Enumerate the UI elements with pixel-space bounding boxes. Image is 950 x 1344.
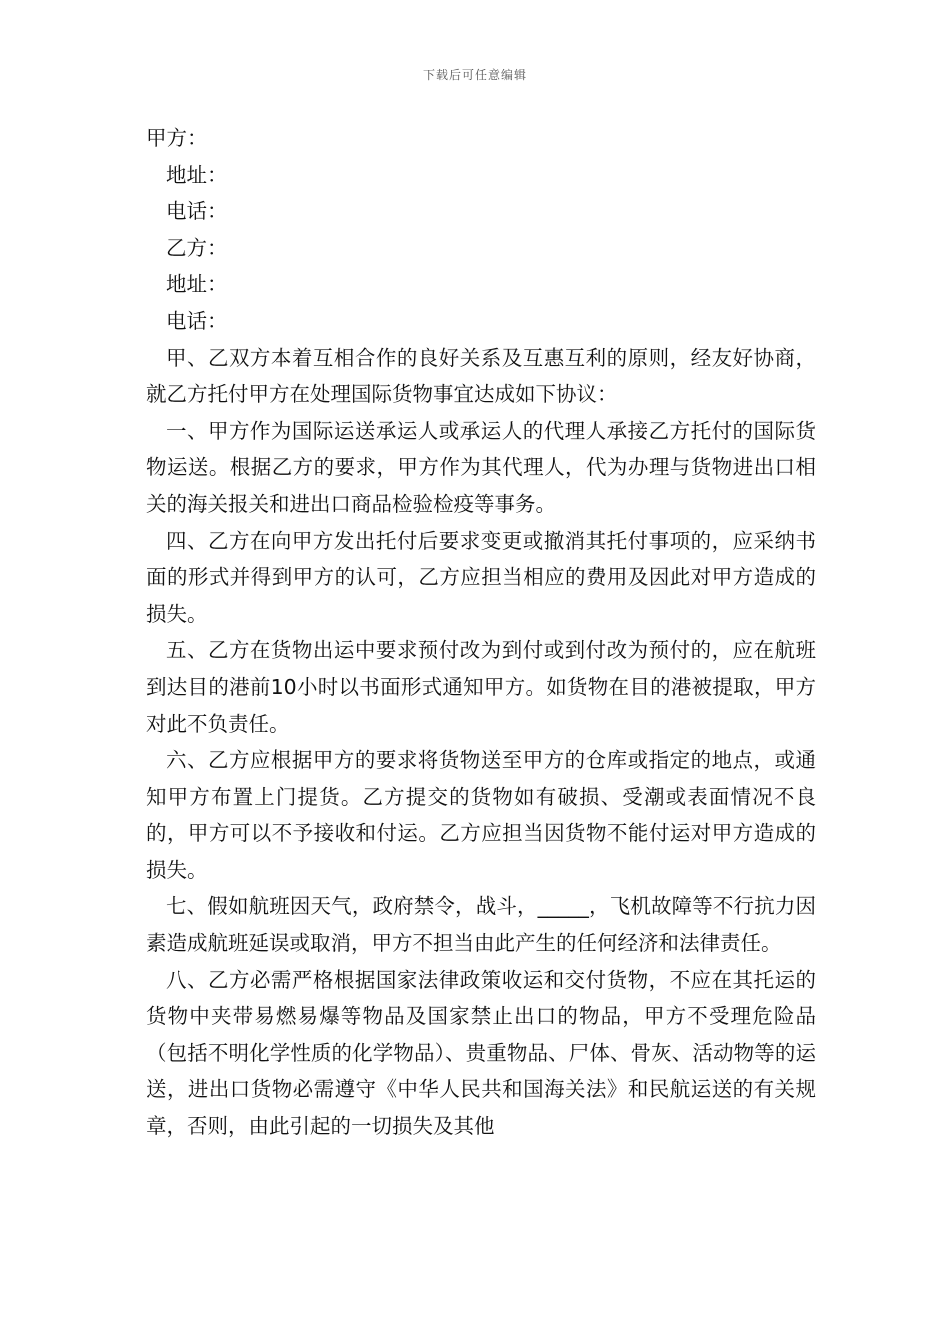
paragraph-clause-7: 七、假如航班因天气，政府禁令，战斗，_____，飞机故障等不行抗力因素造成航班延误或取消，甲方不担当由此产生的任何经济和法律责任。 <box>146 894 816 956</box>
party-a-phone: 电话： <box>166 199 228 224</box>
paragraph-clause-8: 八、乙方必需严格根据国家法律政策收运和交付货物，不应在其托运的货物中夹带易燃易爆等物品及国家禁止出口的物品，甲方不受理危险品（包括不明化学性质的化学物品）、贵重物品、尸体、骨灰、活动物等的运送，进出口货物必需遵守《中华人民共和国海关法》和民航运送的有关规章，否则，由此引起的一切损失及其他 <box>146 967 816 1139</box>
paragraph-clause-5: 五、乙方在货物出运中要求预付改为到付或到付改为预付的，应在航班到达目的港前10小时以书面形式通知甲方。如货物在目的港被提取，甲方对此不负责任。 <box>146 638 816 736</box>
party-b-address: 地址： <box>166 272 228 297</box>
paragraph-clause-6: 六、乙方应根据甲方的要求将货物送至甲方的仓库或指定的地点，或通知甲方布置上门提货。乙方提交的货物如有破损、受潮或表面情况不良的，甲方可以不予接收和付运。乙方应担当因货物不能付运对甲方造成的损失。 <box>146 748 816 882</box>
party-b-phone: 电话： <box>166 308 228 333</box>
paragraph-clause-4: 四、乙方在向甲方发出托付后要求变更或撤消其托付事项的，应采纳书面的形式并得到甲方的认可，乙方应担当相应的费用及因此对甲方造成的损失。 <box>146 528 816 626</box>
paragraph-preamble: 甲、乙双方本着互相合作的良好关系及互惠互利的原则，经友好协商，就乙方托付甲方在处理国际货物事宜达成如下协议： <box>146 345 816 407</box>
paragraph-clause-1: 一、甲方作为国际运送承运人或承运人的代理人承接乙方托付的国际货物运送。根据乙方的要求，甲方作为其代理人，代为办理与货物进出口相关的海关报关和进出口商品检验检疫等事务。 <box>146 418 816 516</box>
header-note: 下载后可任意编辑 <box>422 68 527 82</box>
contract-body <box>146 120 816 1145</box>
party-a-address: 地址： <box>166 162 228 187</box>
party-a-label: 甲方： <box>146 126 208 150</box>
party-b-label: 乙方： <box>166 235 228 260</box>
